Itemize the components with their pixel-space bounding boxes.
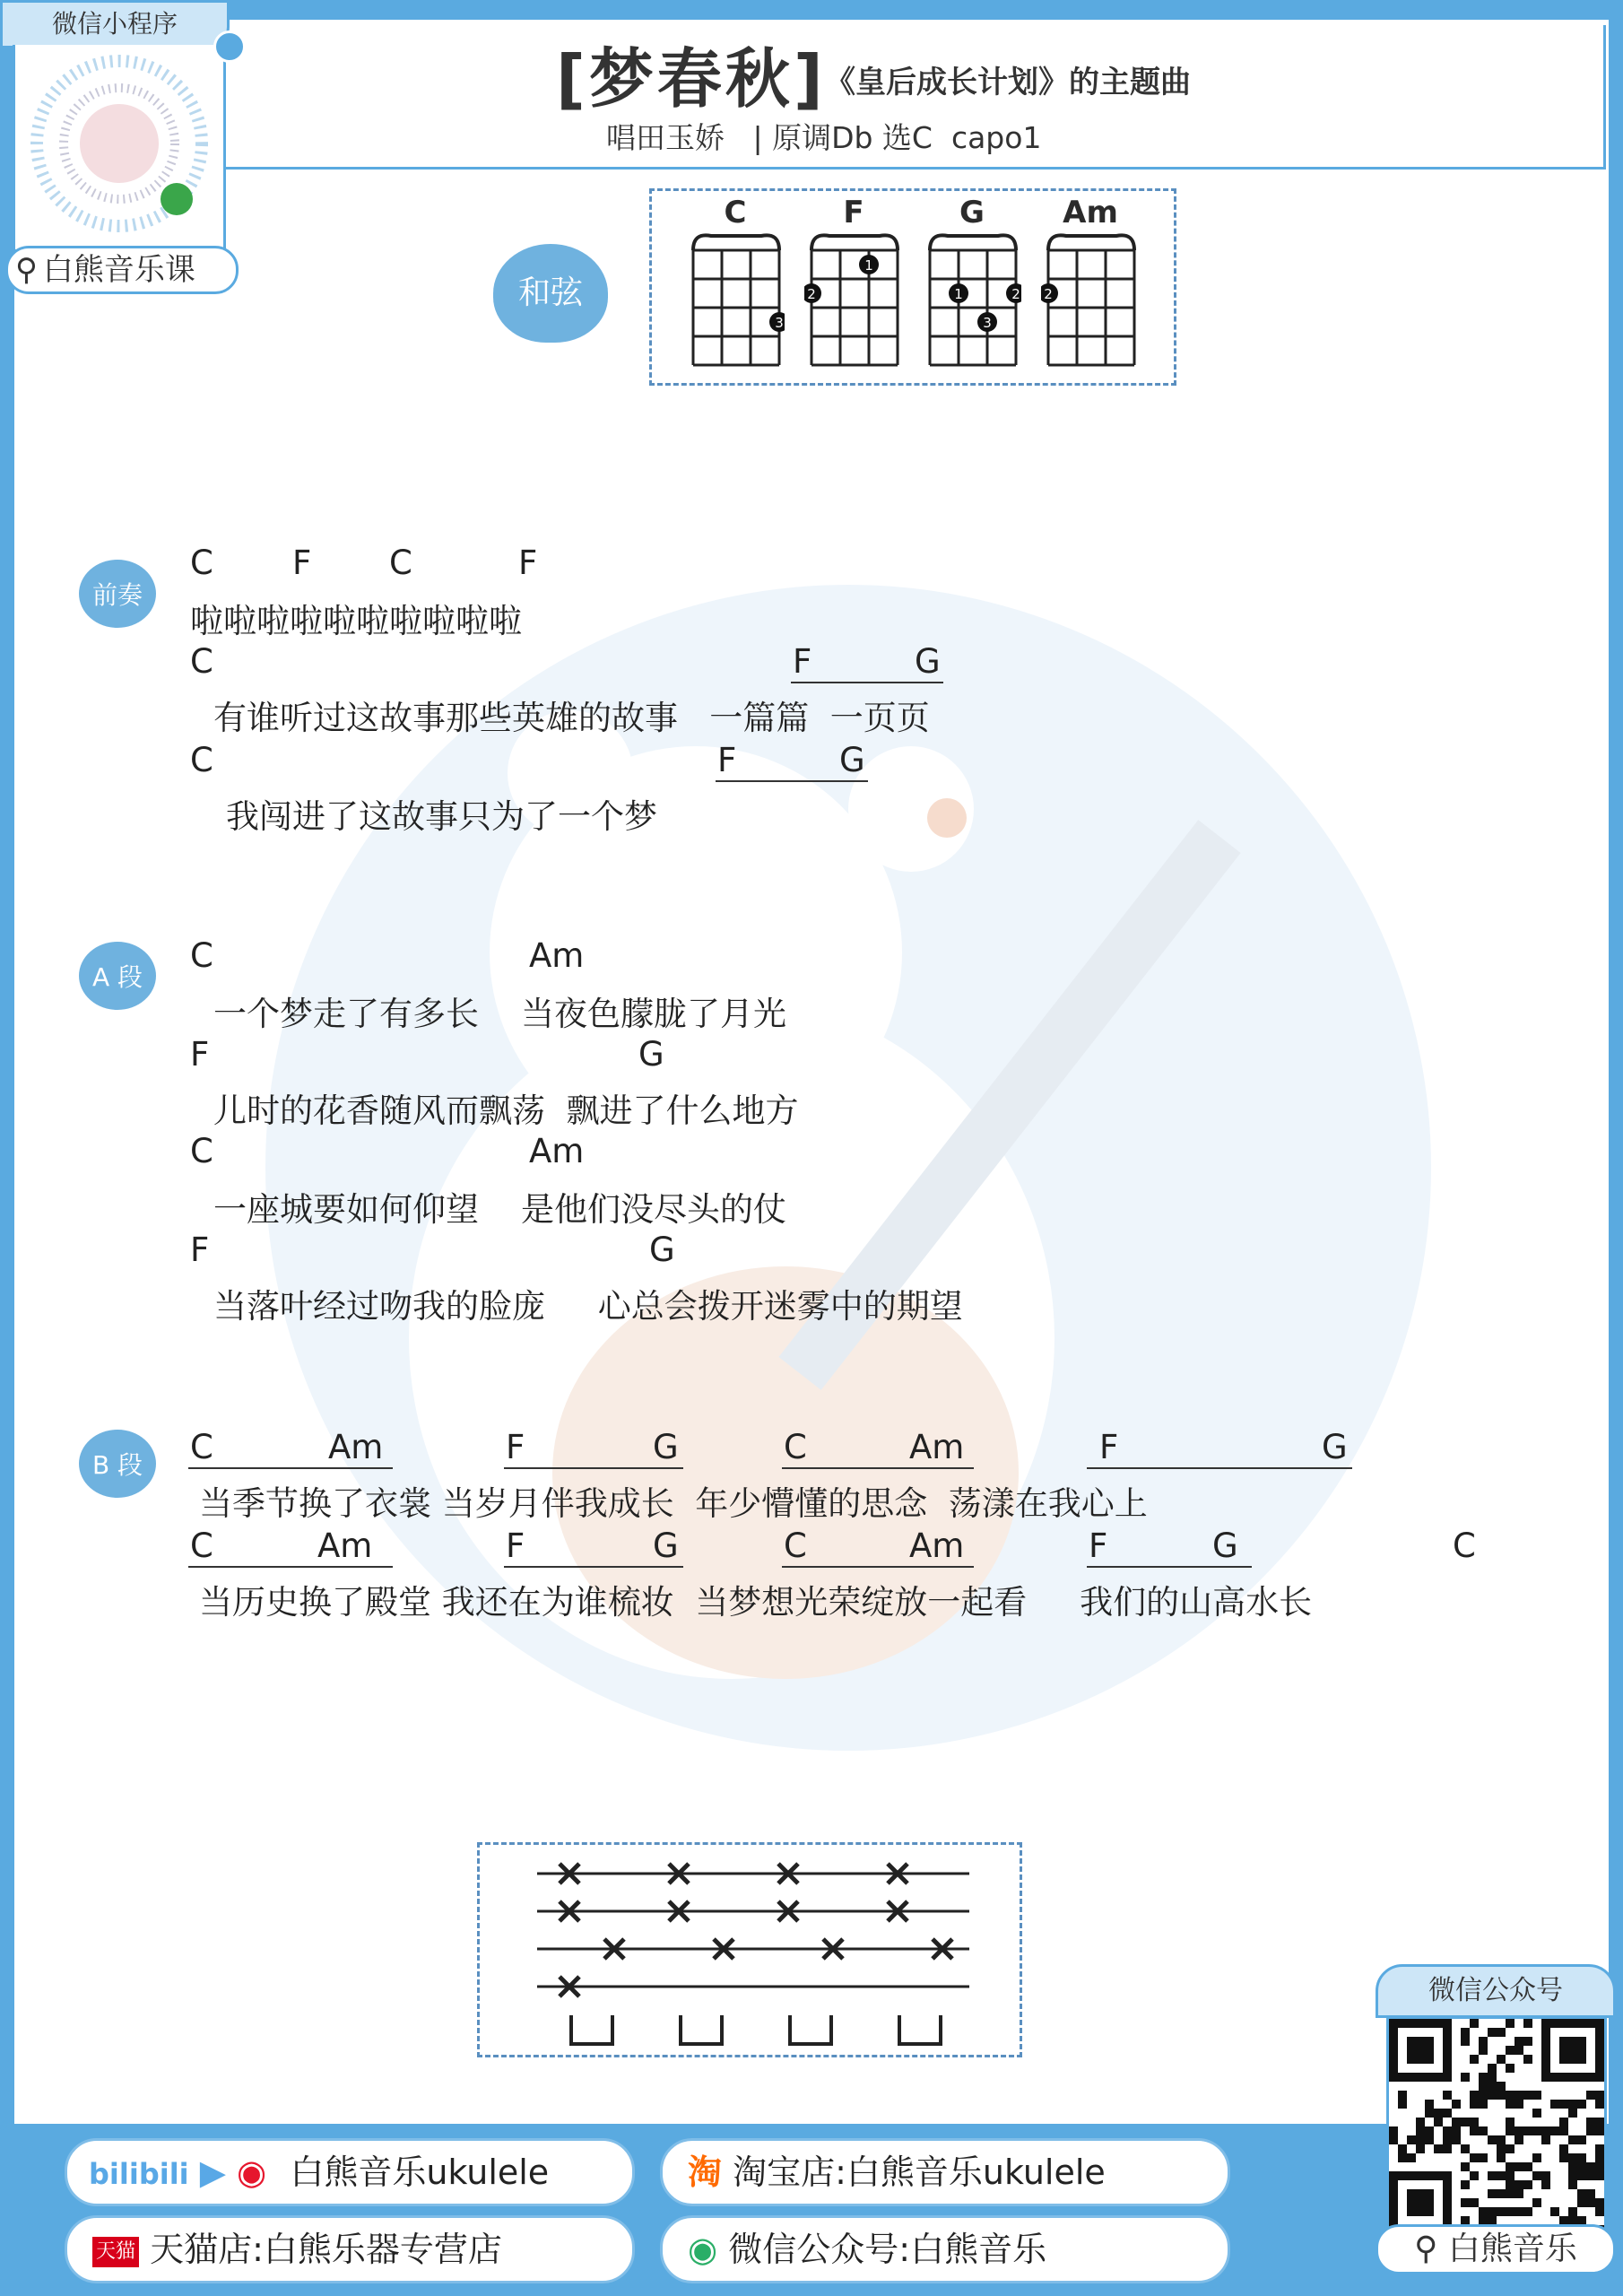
- qr-module: [1452, 2135, 1461, 2144]
- wechat-public-qr-block: [1374, 1955, 1616, 2278]
- qr-module: [1559, 2118, 1568, 2126]
- qr-module: [1488, 2207, 1497, 2216]
- qr-module: [1559, 2100, 1568, 2109]
- qr-module: [1506, 2144, 1515, 2153]
- qr-module: [1523, 2126, 1532, 2135]
- qr-module: [1506, 2064, 1515, 2073]
- qr-module: [1497, 2189, 1506, 2198]
- qr-module: [1452, 2100, 1461, 2109]
- qr-module: [1506, 2207, 1515, 2216]
- chord-underline: [1087, 1467, 1352, 1469]
- chord-name: C: [724, 195, 747, 230]
- qr-module: [1568, 2180, 1577, 2189]
- chord-label: C: [190, 1132, 213, 1170]
- qr-module: [1532, 2171, 1541, 2180]
- qr-module: [1595, 2153, 1604, 2162]
- qr-module: [1568, 2162, 1577, 2171]
- chord-label: Am: [909, 1428, 965, 1466]
- qr-module: [1559, 2144, 1568, 2153]
- chord-label: F: [506, 1428, 525, 1466]
- chord-label: F: [292, 544, 312, 582]
- mini-program-code-icon: [15, 45, 223, 248]
- mini-program-search-label: 白熊音乐课: [42, 252, 195, 288]
- qr-module: [1425, 2135, 1434, 2144]
- qr-module: [1506, 2118, 1515, 2126]
- qr-module: [1497, 2091, 1506, 2100]
- lyric-line: 啦啦啦啦啦啦啦啦啦啦: [190, 602, 522, 640]
- qr-module: [1550, 2207, 1559, 2216]
- qr-module: [1595, 2126, 1604, 2135]
- qr-module: [1515, 2091, 1523, 2100]
- chord-label: C: [784, 1526, 807, 1565]
- qr-module: [1541, 2171, 1550, 2180]
- qr-module: [1479, 2046, 1488, 2055]
- qr-module: [1479, 2207, 1488, 2216]
- qr-module: [1541, 2126, 1550, 2135]
- chord-nut: [1048, 235, 1134, 250]
- qr-module: [1577, 2162, 1586, 2171]
- chord-grid-C: [686, 230, 785, 374]
- mini-program-qr[interactable]: [13, 45, 226, 252]
- mini-program-search[interactable]: [5, 246, 239, 294]
- chord-label: Am: [317, 1526, 373, 1565]
- lyric-line: 一座城要如何仰望 是他们没尽头的仗: [213, 1190, 787, 1229]
- chord-name: F: [843, 195, 864, 230]
- chord-label: F: [506, 1526, 525, 1565]
- footer-bilibili[interactable]: [65, 2138, 635, 2206]
- qr-module: [1479, 2153, 1488, 2162]
- qr-module: [1586, 2189, 1595, 2198]
- qr-module: [1506, 2171, 1515, 2180]
- section-badge-b: B 段: [79, 1430, 156, 1498]
- chord-label: G: [638, 1035, 664, 1074]
- qr-module: [1523, 2207, 1532, 2216]
- section-badge-a: A 段: [79, 942, 156, 1010]
- chord-grid-F: [804, 230, 903, 374]
- wechat-public-search[interactable]: [1376, 2224, 1616, 2274]
- qr-module: [1595, 2207, 1604, 2216]
- footer-tmall-label: 天猫店:白熊乐器专营店: [150, 2230, 502, 2269]
- qr-module: [1497, 2055, 1506, 2064]
- qr-module: [1497, 2135, 1506, 2144]
- chord-label: Am: [909, 1526, 965, 1565]
- qr-module: [1488, 2091, 1497, 2100]
- qr-module: [1550, 2126, 1559, 2135]
- qr-module: [1398, 2144, 1407, 2153]
- chord-label: C: [190, 1428, 213, 1466]
- mini-program-tag: 微信小程序: [0, 0, 230, 48]
- qr-module: [1532, 2091, 1541, 2100]
- chord-label: G: [653, 1526, 679, 1565]
- qr-module: [1425, 2126, 1434, 2135]
- qr-module: [1515, 2100, 1523, 2109]
- qr-module: [1425, 2109, 1434, 2118]
- chord-label: Am: [328, 1428, 384, 1466]
- qr-module: [1407, 2153, 1416, 2162]
- qr-module: [1398, 2100, 1407, 2109]
- qr-module: [1568, 2135, 1577, 2144]
- qr-module: [1586, 2091, 1595, 2100]
- qr-module: [1461, 2073, 1470, 2082]
- chord-underline: [782, 1467, 974, 1469]
- qr-module: [1416, 2118, 1425, 2126]
- qr-module: [1479, 2126, 1488, 2135]
- qr-module: [1515, 2162, 1523, 2171]
- qr-module: [1461, 2198, 1470, 2207]
- qr-module: [1479, 2073, 1488, 2082]
- chord-label: C: [190, 1526, 213, 1565]
- taobao-icon: 淘: [688, 2152, 723, 2192]
- qr-module: [1461, 2028, 1470, 2037]
- chord-nut: [930, 235, 1016, 250]
- qr-module: [1595, 2118, 1604, 2126]
- lyric-line: 我闯进了这故事只为了一个梦: [226, 797, 657, 836]
- qr-finder: [1407, 2037, 1434, 2064]
- qr-module: [1479, 2082, 1488, 2091]
- chord-underline: [716, 780, 868, 782]
- qr-module: [1506, 2046, 1515, 2055]
- strum-pattern-diagram: [480, 1845, 1020, 2055]
- mini-program-dot: [213, 30, 246, 63]
- qr-module: [1586, 2171, 1595, 2180]
- qr-module: [1577, 2135, 1586, 2144]
- qr-finder: [1559, 2037, 1586, 2064]
- footer-taobao[interactable]: [660, 2138, 1230, 2206]
- qr-module: [1488, 2171, 1497, 2180]
- song-title: [梦春秋]: [556, 41, 827, 117]
- footer-taobao-label: 淘宝店:白熊音乐ukulele: [733, 2152, 1106, 2192]
- qr-module: [1470, 2171, 1479, 2180]
- qr-module: [1595, 2162, 1604, 2171]
- qr-module: [1497, 2207, 1506, 2216]
- qr-module: [1595, 2100, 1604, 2109]
- qr-module: [1488, 2082, 1497, 2091]
- qr-module: [1434, 2109, 1443, 2118]
- chord-label: Am: [529, 1132, 585, 1170]
- qr-module: [1389, 2126, 1398, 2135]
- chord-underline: [188, 1467, 393, 1469]
- qr-module: [1443, 2109, 1452, 2118]
- qr-module: [1461, 2118, 1470, 2126]
- play-icon: ▶: [199, 2152, 226, 2192]
- qr-module: [1470, 2055, 1479, 2064]
- qr-module: [1488, 2135, 1497, 2144]
- qr-module: [1416, 2126, 1425, 2135]
- chord-label: F: [190, 1035, 210, 1074]
- qr-module: [1407, 2135, 1416, 2144]
- qr-module: [1506, 2162, 1515, 2171]
- chord-label: C: [190, 544, 213, 582]
- wechat-qr-code[interactable]: [1386, 2016, 1607, 2237]
- qr-module: [1586, 2198, 1595, 2207]
- wechat-public-tag: 微信公众号: [1376, 1964, 1616, 2018]
- chord-label: F: [518, 544, 538, 582]
- qr-module: [1434, 2144, 1443, 2153]
- qr-module: [1389, 2135, 1398, 2144]
- qr-module: [1416, 2144, 1425, 2153]
- lyric-line: 当历史换了殿堂 我还在为谁梳妆 当梦想光荣绽放一起看 我们的山高水长: [199, 1583, 1313, 1622]
- qr-module: [1523, 2055, 1532, 2064]
- qr-module: [1497, 2153, 1506, 2162]
- chord-underline: [1087, 1566, 1252, 1568]
- chord-name: G: [959, 195, 985, 230]
- qr-module: [1506, 2180, 1515, 2189]
- qr-module: [1515, 2037, 1523, 2046]
- chord-label: F: [793, 642, 812, 681]
- qr-module: [1452, 2126, 1461, 2135]
- qr-module: [1523, 2091, 1532, 2100]
- lyric-line: 当季节换了衣裳 当岁月伴我成长 年少懵懂的思念 荡漾在我心上: [199, 1484, 1148, 1523]
- finger-number: 3: [983, 315, 992, 331]
- qr-module: [1461, 2180, 1470, 2189]
- qr-finder: [1407, 2189, 1434, 2216]
- chord-label: G: [1212, 1526, 1238, 1565]
- qr-module: [1506, 2019, 1515, 2028]
- strum-pattern: [477, 1842, 1022, 2057]
- qr-module: [1515, 2126, 1523, 2135]
- qr-module: [1497, 2171, 1506, 2180]
- footer-bilibili-label: 白熊音乐ukulele: [290, 2152, 550, 2192]
- weibo-icon: ◉: [237, 2152, 267, 2192]
- qr-module: [1443, 2144, 1452, 2153]
- section-badge-intro: 前奏: [79, 560, 156, 628]
- lyric-line: 有谁听过这故事那些英雄的故事 一篇篇 一页页: [213, 699, 930, 737]
- bilibili-logo: bilibili: [89, 2157, 189, 2191]
- chord-underline: [188, 1566, 393, 1568]
- finger-number: 3: [775, 315, 784, 331]
- qr-module: [1470, 2019, 1479, 2028]
- chord-label: G: [653, 1428, 679, 1466]
- qr-module: [1523, 2037, 1532, 2046]
- qr-module: [1586, 2126, 1595, 2135]
- lyric-line: 儿时的花香随风而飘荡 飘进了什么地方: [213, 1091, 799, 1130]
- chord-label: C: [190, 642, 213, 681]
- qr-module: [1515, 2207, 1523, 2216]
- finger-number: 2: [1011, 286, 1020, 302]
- finger-number: 2: [1044, 286, 1053, 302]
- qr-module: [1550, 2100, 1559, 2109]
- footer-tmall[interactable]: [65, 2215, 635, 2283]
- wechat-public-search-label: 白熊音乐: [1447, 2231, 1577, 2267]
- qr-module: [1479, 2037, 1488, 2046]
- qr-module: [1497, 2082, 1506, 2091]
- qr-module: [1515, 2180, 1523, 2189]
- qr-module: [1595, 2091, 1604, 2100]
- qr-module: [1425, 2100, 1434, 2109]
- qr-module: [1488, 2064, 1497, 2073]
- qr-module: [1470, 2153, 1479, 2162]
- qr-module: [1577, 2198, 1586, 2207]
- finger-number: 1: [954, 286, 963, 302]
- chord-label: G: [1322, 1428, 1348, 1466]
- qr-module: [1532, 2109, 1541, 2118]
- qr-module: [1416, 2135, 1425, 2144]
- qr-module: [1506, 2189, 1515, 2198]
- song-meta: 唱田玉娇 | 原调Db 选C capo1: [606, 120, 1042, 155]
- finger-number: 2: [807, 286, 816, 302]
- search-icon: ⚲: [15, 252, 38, 288]
- song-subtitle: 《皇后成长计划》的主题曲: [825, 65, 1191, 100]
- qr-module: [1461, 2162, 1470, 2171]
- qr-module: [1577, 2189, 1586, 2198]
- lyric-line: 一个梦走了有多长 当夜色朦胧了月光: [213, 995, 787, 1033]
- qr-module: [1586, 2118, 1595, 2126]
- qr-module: [1443, 2126, 1452, 2135]
- qr-module: [1595, 2144, 1604, 2153]
- chord-underline: [791, 682, 943, 683]
- qr-module: [1470, 2091, 1479, 2100]
- qr-module: [1506, 2126, 1515, 2135]
- qr-module: [1595, 2171, 1604, 2180]
- qr-module: [1577, 2100, 1586, 2109]
- chord-underline: [782, 1566, 974, 1568]
- qr-module: [1523, 2162, 1532, 2171]
- chord-label: C: [190, 741, 213, 779]
- qr-module: [1568, 2100, 1577, 2109]
- footer-wechat[interactable]: [660, 2215, 1230, 2283]
- qr-module: [1559, 2153, 1568, 2162]
- qr-module: [1470, 2126, 1479, 2135]
- qr-module: [1497, 2028, 1506, 2037]
- qr-module: [1586, 2162, 1595, 2171]
- finger-number: 1: [864, 257, 873, 274]
- qr-module: [1532, 2126, 1541, 2135]
- qr-module: [1523, 2180, 1532, 2189]
- qr-module: [1595, 2198, 1604, 2207]
- chord-label: F: [717, 741, 737, 779]
- qr-module: [1523, 2019, 1532, 2028]
- chord-nut: [693, 235, 779, 250]
- search-icon: ⚲: [1414, 2231, 1438, 2267]
- qr-module: [1541, 2180, 1550, 2189]
- qr-module: [1506, 2091, 1515, 2100]
- chord-label: C: [784, 1428, 807, 1466]
- footer-wechat-label: 微信公众号:白熊音乐: [728, 2230, 1047, 2269]
- qr-module: [1568, 2109, 1577, 2118]
- qr-module: [1577, 2171, 1586, 2180]
- qr-module: [1398, 2091, 1407, 2100]
- qr-module: [1479, 2100, 1488, 2109]
- chord-label: F: [1099, 1428, 1119, 1466]
- qr-module: [1577, 2153, 1586, 2162]
- chord-grid-G: [923, 230, 1021, 374]
- chord-label: G: [649, 1231, 675, 1269]
- chord-grid-Am: [1041, 230, 1140, 374]
- qr-module: [1461, 2037, 1470, 2046]
- qr-module: [1515, 2046, 1523, 2055]
- qr-module: [1452, 2118, 1461, 2126]
- qr-module: [1488, 2073, 1497, 2082]
- chord-label: G: [915, 642, 941, 681]
- tmall-icon: 天猫: [92, 2237, 139, 2267]
- lyric-line: 当落叶经过吻我的脸庞 心总会拨开迷雾中的期望: [213, 1287, 963, 1326]
- wechat-icon: ◉: [688, 2230, 718, 2269]
- chord-underline: [504, 1566, 683, 1568]
- qr-module: [1398, 2153, 1407, 2162]
- qr-module: [1568, 2207, 1577, 2216]
- qr-module: [1515, 2189, 1523, 2198]
- qr-module: [1506, 2100, 1515, 2109]
- qr-module: [1470, 2118, 1479, 2126]
- chord-name: Am: [1063, 195, 1118, 230]
- qr-module: [1515, 2135, 1523, 2144]
- chord-underline: [504, 1467, 683, 1469]
- qr-module: [1488, 2028, 1497, 2037]
- chord-label: C: [389, 544, 412, 582]
- chord-label: F: [1089, 1526, 1108, 1565]
- qr-module: [1443, 2091, 1452, 2100]
- chord-label: C: [190, 936, 213, 975]
- qr-module: [1532, 2198, 1541, 2207]
- qr-module: [1434, 2118, 1443, 2126]
- qr-module: [1470, 2198, 1479, 2207]
- qr-module: [1532, 2153, 1541, 2162]
- chord-label: F: [190, 1231, 210, 1269]
- qr-module: [1443, 2135, 1452, 2144]
- chord-badge: 和弦: [493, 244, 608, 343]
- qr-module: [1470, 2100, 1479, 2109]
- qr-module: [1568, 2153, 1577, 2162]
- qr-module: [1479, 2091, 1488, 2100]
- chord-label: Am: [529, 936, 585, 975]
- qr-module: [1541, 2135, 1550, 2144]
- qr-module: [1568, 2171, 1577, 2180]
- chord-label: G: [839, 741, 865, 779]
- qr-code-icon: [1389, 2019, 1604, 2234]
- chord-nut: [812, 235, 898, 250]
- qr-module: [1461, 2144, 1470, 2153]
- qr-module: [1488, 2189, 1497, 2198]
- qr-module: [1497, 2144, 1506, 2153]
- chord-diagrams: [649, 188, 1176, 386]
- chord-label: C: [1453, 1526, 1476, 1565]
- qr-module: [1559, 2126, 1568, 2135]
